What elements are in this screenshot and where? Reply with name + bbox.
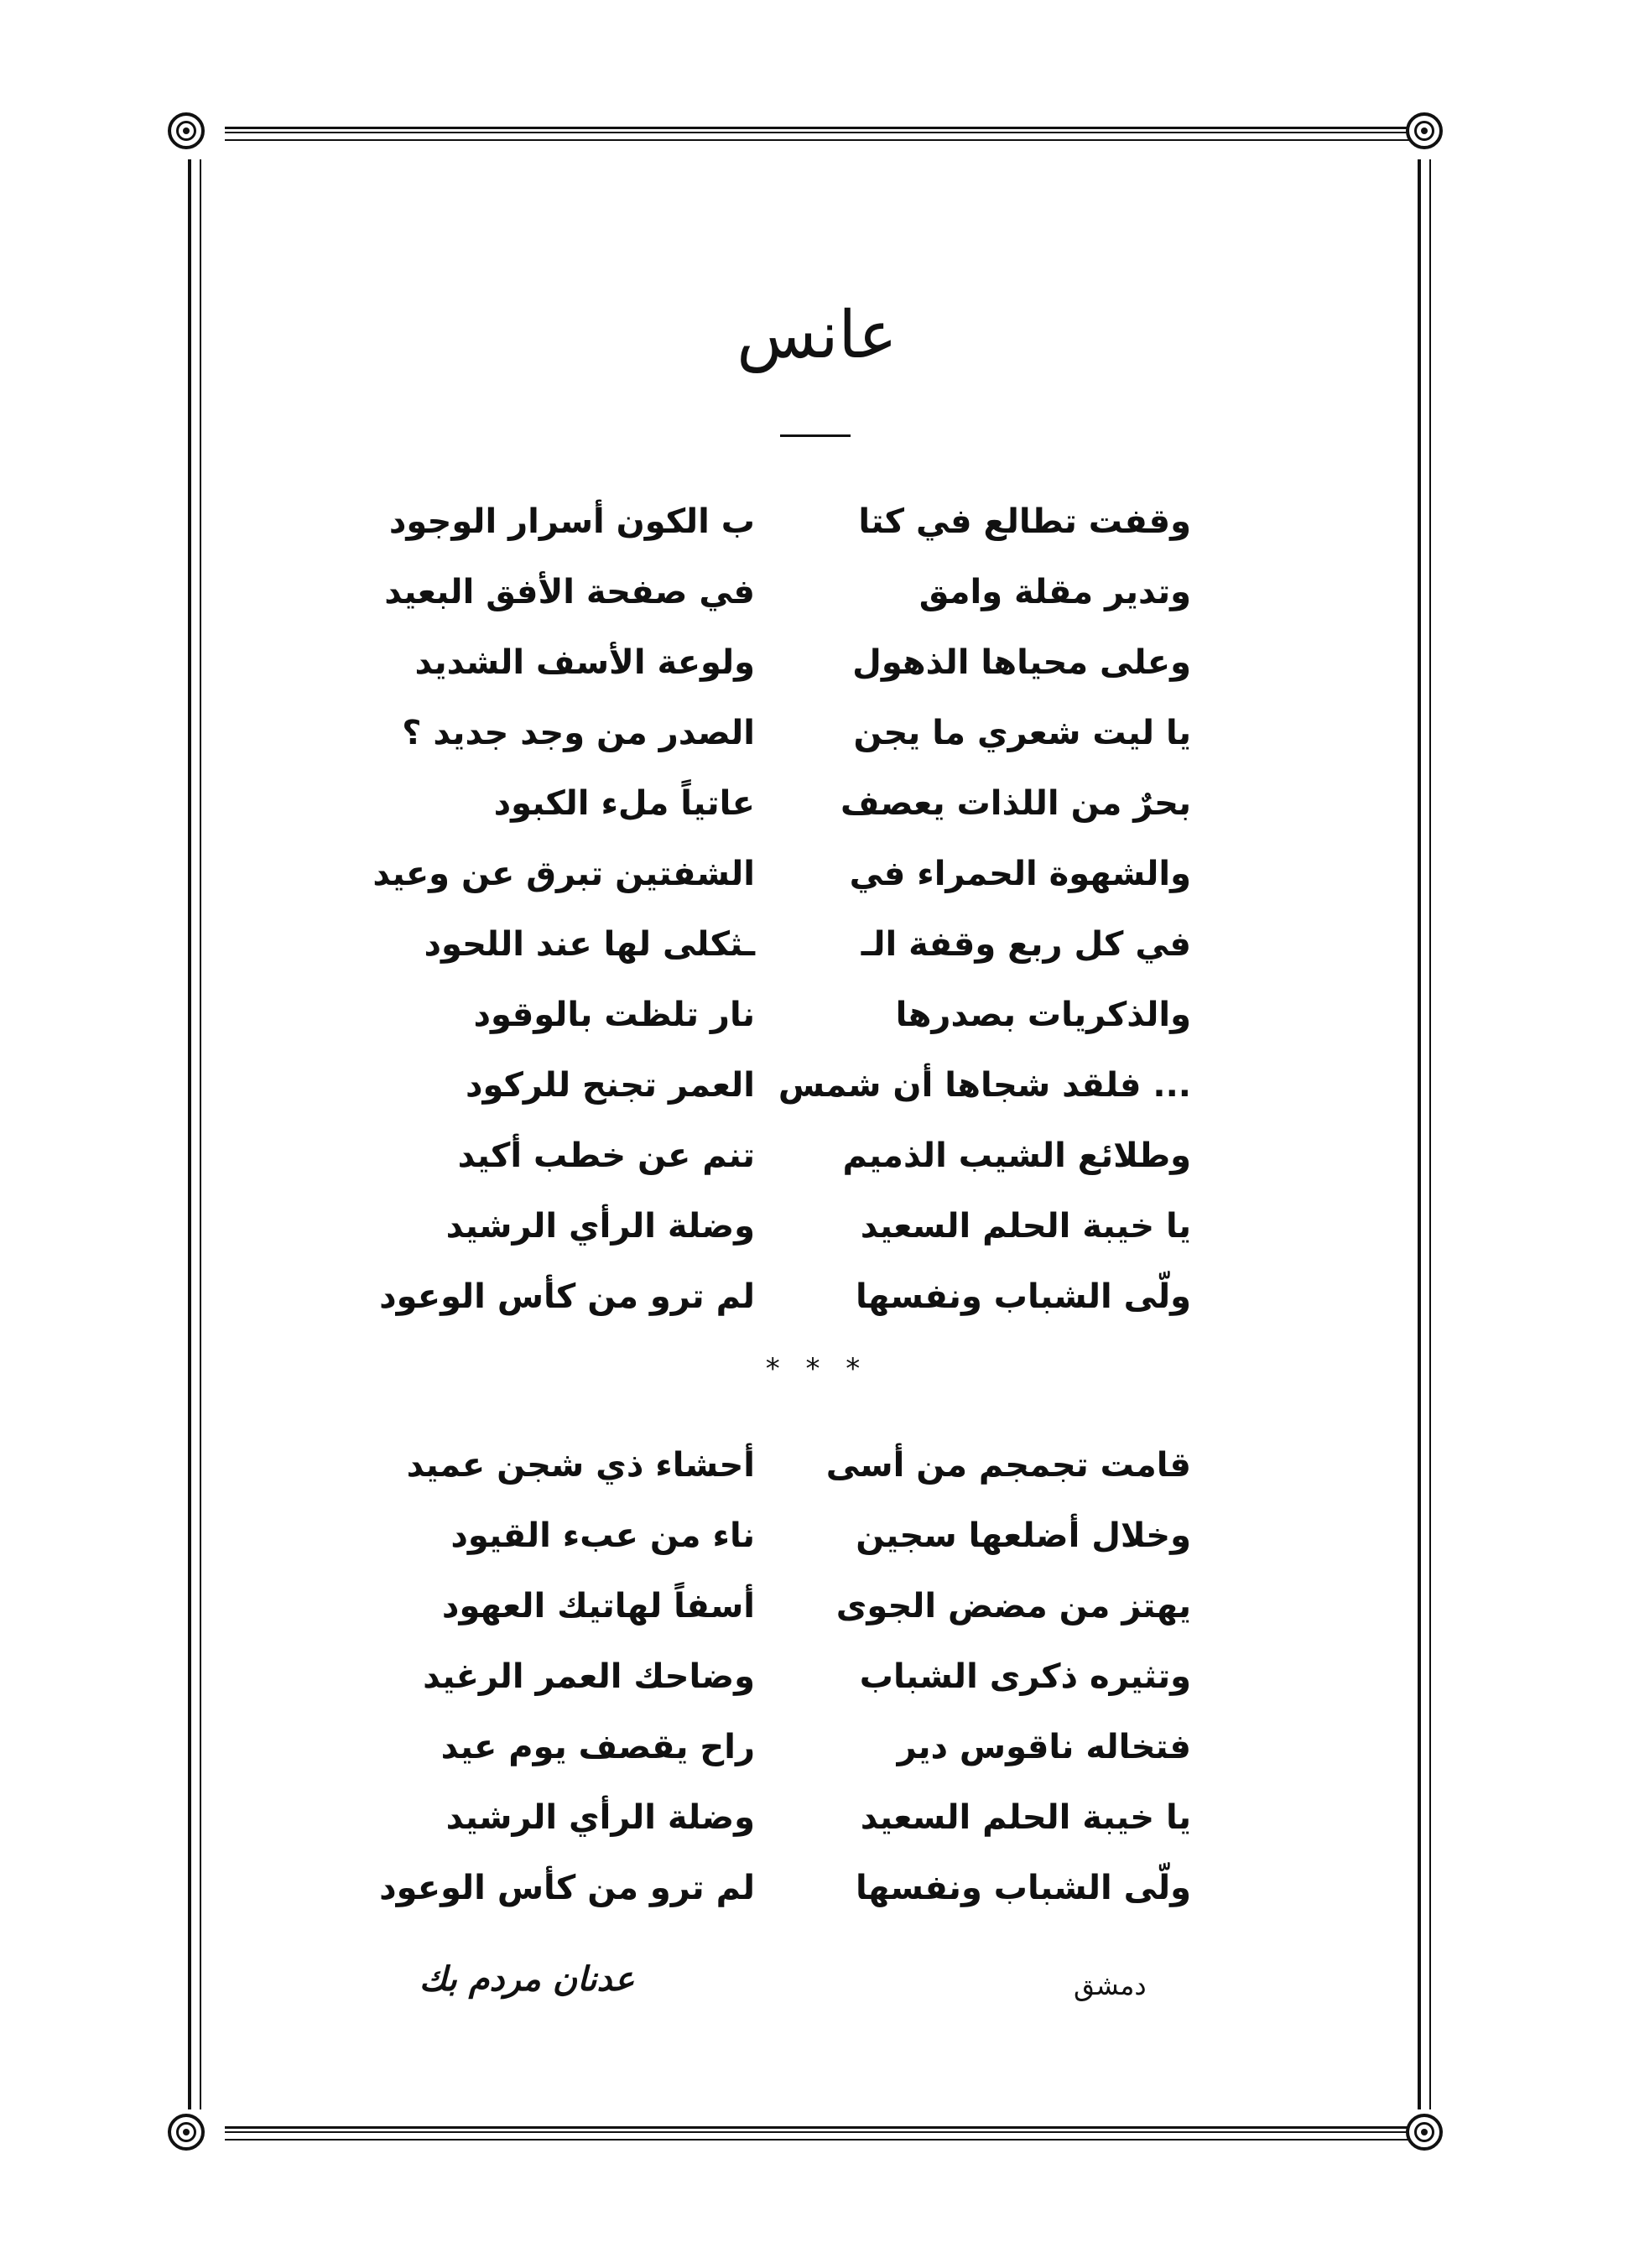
first-hemistich: قامت تجمجم من أسى <box>825 1446 1191 1485</box>
second-hemistich: أسفاً لهاتيك العهود <box>441 1587 755 1626</box>
first-hemistich: بحرٌ من اللذات يعصف <box>840 784 1191 823</box>
poem-title: عانس <box>736 298 898 373</box>
top-border-rule <box>225 127 1409 141</box>
first-hemistich: في كل ربع وقفة الـ <box>861 925 1191 964</box>
verse-line <box>379 1853 1191 1923</box>
corner-ornament-icon <box>168 2114 205 2151</box>
second-hemistich: الشفتين تبرق عن وعيد <box>372 855 755 893</box>
second-hemistich: تنم عن خطب أكيد <box>457 1137 755 1175</box>
first-hemistich: يا ليت شعري ما يجن <box>853 714 1191 752</box>
second-hemistich: ولوعة الأسف الشديد <box>414 643 755 682</box>
second-hemistich: عاتياً ملء الكبود <box>493 784 755 823</box>
first-hemistich: وعلى محياها الذهول <box>852 643 1191 682</box>
verse-line <box>386 768 1191 839</box>
first-hemistich: ولّى الشباب ونفسها <box>856 1277 1191 1316</box>
second-hemistich: وضلة الرأي الرشيد <box>445 1798 755 1837</box>
second-hemistich: راح يقصف يوم عيد <box>440 1728 755 1766</box>
verse-line <box>386 1782 1191 1853</box>
verse-line <box>386 1571 1191 1641</box>
second-hemistich: ـثكلى لها عند اللحود <box>424 925 755 964</box>
title-divider <box>780 434 851 437</box>
verse-line <box>379 1261 1191 1332</box>
left-border-rule <box>188 159 201 2109</box>
verse-line <box>386 1191 1191 1261</box>
first-hemistich: والذكريات بصدرها <box>895 996 1191 1034</box>
verse-line <box>386 627 1191 698</box>
second-hemistich: ناء من عبء القيود <box>450 1516 755 1555</box>
stanza-separator: * * * <box>765 1352 869 1386</box>
second-hemistich: الصدر من وجد جديد ؟ <box>402 714 755 752</box>
first-hemistich: وتثيره ذكرى الشباب <box>859 1657 1191 1696</box>
verse-line <box>386 557 1191 627</box>
author-signature: عدنان مردم بك <box>419 1959 635 1999</box>
corner-ornament-icon <box>1406 112 1443 149</box>
verse-line <box>386 486 1191 557</box>
place-name: دمشق <box>1074 1969 1147 2001</box>
first-hemistich: وقفت تطالع في كتا <box>858 502 1191 541</box>
bottom-border-rule <box>225 2126 1409 2141</box>
second-hemistich: وضلة الرأي الرشيد <box>445 1207 755 1246</box>
first-hemistich: يهتز من مضض الجوى <box>835 1587 1191 1626</box>
verse-line <box>386 1430 1191 1501</box>
right-border-rule <box>1418 159 1431 2109</box>
verse-line <box>386 1050 1191 1121</box>
verse-line <box>386 1121 1191 1191</box>
second-hemistich: ب الكون أسرار الوجود <box>388 502 755 541</box>
first-hemistich: والشهوة الحمراء في <box>849 855 1191 893</box>
verse-line <box>386 1641 1191 1712</box>
first-hemistich: وخلال أضلعها سجين <box>856 1516 1191 1555</box>
verse-line <box>386 698 1191 768</box>
second-hemistich: في صفحة الأفق البعيد <box>384 573 755 611</box>
verse-line <box>386 1712 1191 1782</box>
first-hemistich: ولّى الشباب ونفسها <box>856 1869 1191 1907</box>
verse-line <box>386 909 1191 980</box>
second-hemistich: لم ترو من كأس الوعود <box>379 1869 755 1907</box>
first-hemistich: وطلائع الشيب الذميم <box>842 1137 1191 1175</box>
corner-ornament-icon <box>1406 2114 1443 2151</box>
first-hemistich: وتدير مقلة وامق <box>918 573 1191 611</box>
corner-ornament-icon <box>168 112 205 149</box>
verse-line <box>386 1501 1191 1571</box>
first-hemistich: فتخاله ناقوس دير <box>897 1728 1191 1766</box>
first-hemistich: يا خيبة الحلم السعيد <box>860 1207 1191 1246</box>
first-hemistich: ... فلقد شجاها أن شمس <box>778 1066 1191 1105</box>
second-hemistich: نار تلظت بالوقود <box>473 996 755 1034</box>
second-hemistich: أحشاء ذي شجن عميد <box>406 1446 755 1485</box>
second-hemistich: لم ترو من كأس الوعود <box>379 1277 755 1316</box>
second-hemistich: وضاحك العمر الرغيد <box>423 1657 755 1696</box>
second-hemistich: العمر تجنح للركود <box>466 1066 755 1105</box>
verse-line <box>372 839 1191 909</box>
verse-line <box>386 980 1191 1050</box>
first-hemistich: يا خيبة الحلم السعيد <box>860 1798 1191 1837</box>
stanza-1 <box>372 486 1191 1332</box>
stanza-2 <box>379 1430 1191 1923</box>
